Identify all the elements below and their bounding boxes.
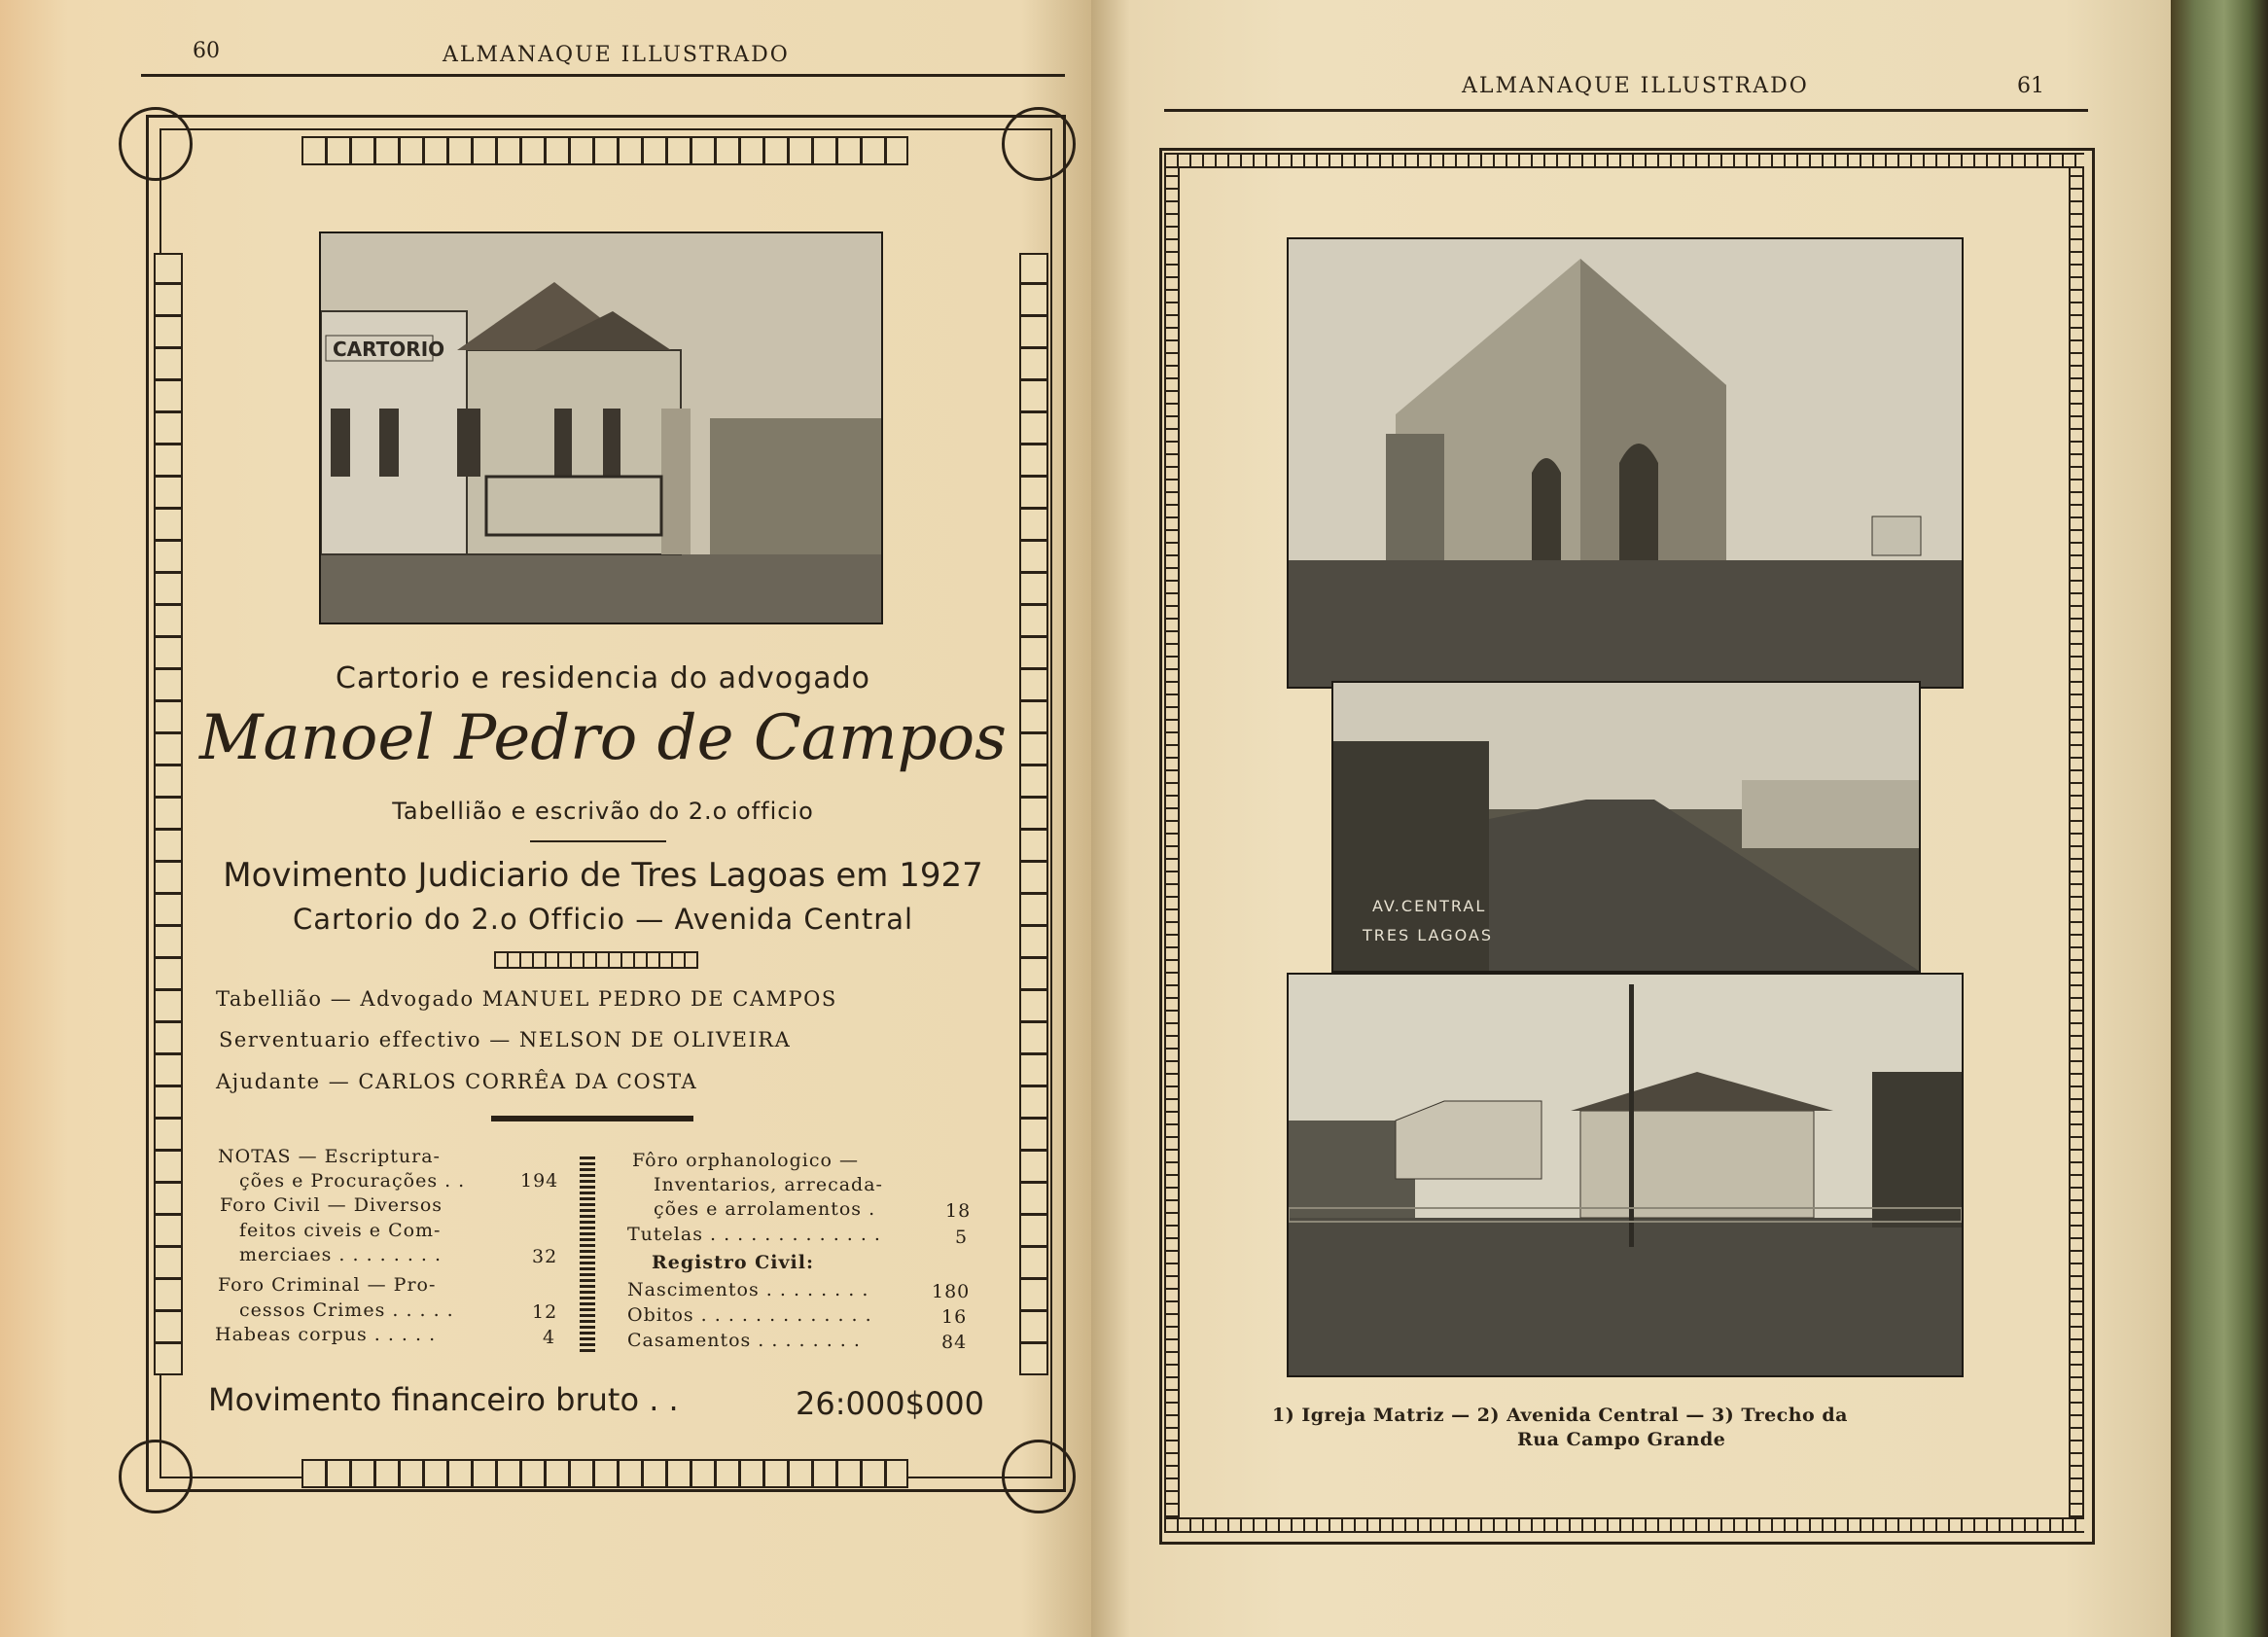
cartorio-sign-text: CARTORIO	[333, 338, 445, 361]
stat-value: 16	[941, 1306, 968, 1328]
cartorio-photo-image	[321, 233, 881, 623]
stat-row: Obitos . . . . . . . . . . . . .	[627, 1304, 872, 1326]
stat-value: 84	[941, 1332, 968, 1353]
stat-value: 18	[945, 1200, 972, 1222]
heavy-divider	[491, 1116, 693, 1121]
street-photo-image	[1289, 975, 1962, 1375]
total-label: Movimento financeiro bruto . .	[208, 1381, 679, 1418]
corner-ornament	[1002, 107, 1076, 181]
staff-line: Tabellião — Advogado MANUEL PEDRO DE CAMPOS	[216, 987, 837, 1011]
stat-row: NOTAS — Escriptura-	[218, 1146, 441, 1167]
running-head: ALMANAQUE ILLUSTRADO	[443, 43, 790, 67]
stat-row: Foro Criminal — Pro-	[218, 1274, 437, 1296]
avenue-photo	[1331, 681, 1921, 973]
total-value: 26:000$000	[796, 1385, 985, 1422]
stat-row: Habeas corpus . . . . .	[215, 1324, 437, 1345]
caption-line: Cartorio e residencia do advogado	[336, 661, 870, 695]
photo-caption: Rua Campo Grande	[1517, 1429, 1726, 1450]
staff-line: Ajudante — CARLOS CORRÊA DA COSTA	[216, 1070, 698, 1093]
report-subheading: Cartorio do 2.o Officio — Avenida Central	[292, 903, 914, 936]
greek-key-left	[1164, 168, 1180, 1517]
advocate-title: Tabellião e escrivão do 2.o officio	[392, 798, 814, 825]
stat-row: feitos civeis e Com-	[239, 1220, 442, 1241]
page-number-right: 61	[2017, 74, 2044, 98]
avenue-photo-caption: AV.CENTRAL	[1372, 897, 1487, 915]
stat-row: Foro Civil — Diversos	[220, 1194, 443, 1216]
corner-ornament	[1002, 1440, 1076, 1513]
greek-key-right	[2069, 168, 2084, 1517]
section-label: Registro Civil:	[652, 1252, 814, 1273]
report-heading: Movimento Judiciario de Tres Lagoas em 1927	[223, 856, 983, 895]
stat-row: Fôro orphanologico —	[632, 1150, 859, 1171]
left-page	[0, 0, 1091, 1637]
greek-key-divider	[494, 951, 698, 969]
stat-value: 12	[532, 1301, 558, 1323]
header-rule-right	[1164, 109, 2088, 112]
advocate-name: Manoel Pedro de Campos	[199, 702, 1007, 774]
stat-value: 5	[955, 1227, 969, 1248]
top-ornament-band	[301, 136, 908, 165]
corner-ornament	[119, 107, 193, 181]
running-head-right: ALMANAQUE ILLUSTRADO	[1462, 74, 1809, 98]
street-photo	[1287, 973, 1964, 1377]
stat-row: Casamentos . . . . . . . .	[627, 1330, 861, 1351]
avenue-photo-image	[1333, 683, 1919, 971]
cartorio-photo	[319, 231, 883, 624]
corner-ornament	[119, 1440, 193, 1513]
stat-value: 32	[532, 1246, 558, 1267]
column-divider	[580, 1154, 595, 1352]
greek-key-top	[1164, 153, 2084, 168]
photo-caption: 1) Igreja Matriz — 2) Avenida Central — 3) Trecho da	[1272, 1405, 1848, 1426]
staff-line: Serventuario effectivo — NELSON DE OLIVEIRA	[219, 1028, 792, 1051]
stat-value: 180	[932, 1281, 971, 1302]
stat-row: ções e arrolamentos .	[654, 1198, 876, 1220]
stat-value: 194	[520, 1170, 559, 1192]
header-rule	[141, 74, 1065, 77]
church-photo-image	[1289, 239, 1962, 687]
stat-row: cessos Crimes . . . . .	[239, 1299, 454, 1321]
stat-row: Inventarios, arrecada-	[654, 1174, 883, 1195]
bottom-ornament-band	[301, 1459, 908, 1488]
stat-row: ções e Procurações . .	[239, 1170, 466, 1192]
stat-row: Tutelas . . . . . . . . . . . . .	[627, 1224, 881, 1245]
book-cover-edge	[2171, 0, 2268, 1637]
avenue-photo-caption: TRES LAGOAS	[1363, 926, 1493, 944]
church-photo	[1287, 237, 1964, 689]
greek-key-bottom	[1164, 1517, 2084, 1533]
stat-row: merciaes . . . . . . . .	[239, 1244, 443, 1265]
stat-value: 4	[543, 1327, 556, 1348]
page-number: 60	[193, 39, 220, 63]
stat-row: Nascimentos . . . . . . . .	[627, 1279, 869, 1300]
title-divider	[530, 840, 666, 842]
